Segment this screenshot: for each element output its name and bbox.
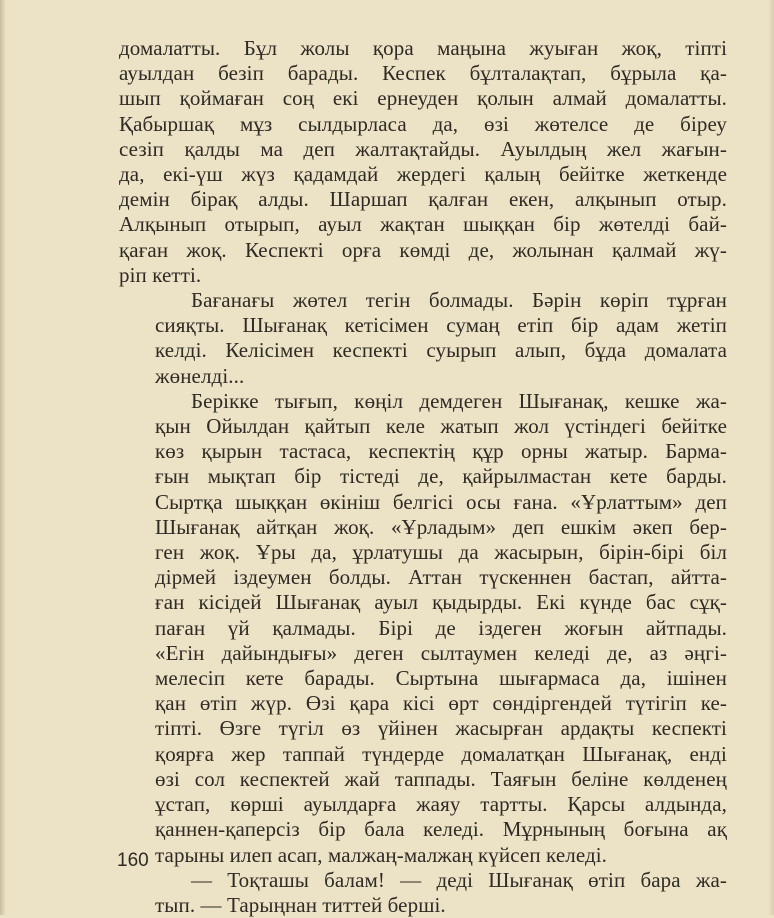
text-line: сезіп қалды ма деп жалтақтайды. Ауылдың жел жағын- — [119, 136, 727, 161]
paragraph — [119, 868, 727, 918]
paragraph — [119, 389, 727, 868]
text-line: ген жоқ. Ұры да, ұрлатушы да жасырын, бірін-бірі біл — [155, 540, 727, 565]
text-line: сияқты. Шығанақ кетісімен сумаң етіп бір адам жетіп — [155, 313, 727, 338]
text-line: домалатты. Бұл жолы қора маңына жуыған жоқ, тіпті — [119, 36, 727, 60]
page-body — [119, 36, 727, 918]
text-line: қаннен-қаперсіз бір бала келеді. Мұрнының боғына ақ — [155, 817, 727, 842]
text-line: жөнелді... — [155, 363, 245, 388]
text-line: мелесіп кете барады. Сыртына шығармаса да, ішінен — [155, 666, 727, 691]
text-line: қын Ойылдан қайтып келе жатып жол үстіндегі бейітке — [155, 414, 727, 439]
text-line: қоярға жер таппай түндерде домалатқан Шығанақ, енді — [155, 741, 727, 766]
text-line: тып. — Тарыңнан титтей берші. — [155, 892, 446, 917]
text-line: ріп кетті. — [119, 262, 202, 287]
page-number: 160 — [117, 850, 149, 871]
text-line: тіпті. Өзге түгіл өз үйінен жасырған ардақты кеспекті — [155, 716, 727, 741]
text-line: демін бірақ алды. Шаршап қалған екен, алқынып отыр. — [119, 187, 727, 212]
text-line: Алқынып отырып, ауыл жақтан шыққан бір жөтелді бай- — [119, 212, 727, 237]
text-line: дірмей іздеумен болды. Аттан түскеннен бастап, айтта- — [155, 565, 727, 590]
text-line: Бағанағы жөтел тегін болмады. Бәрін көріп тұрған — [191, 288, 727, 313]
paragraph — [119, 36, 727, 288]
text-line: Берікке тығып, көңіл демдеген Шығанақ, кешке жа- — [191, 388, 727, 413]
text-line: ұстап, көрші ауылдарға жаяу тартты. Қарсы алдында, — [155, 792, 727, 817]
text-line: өзі сол кеспектей жай таппады. Таяғын беліне көлденең — [155, 766, 727, 791]
text-line: да, екі-үш жүз қадамдай жердегі қалың бейітке жеткенде — [119, 162, 727, 187]
text-line: «Егін дайындығы» деген сылтаумен келеді де, аз әңгі- — [155, 640, 727, 665]
text-line: қаған жоқ. Кеспекті орға көмді де, жолынан қалмай жү- — [119, 237, 727, 262]
page-left-edge — [0, 0, 6, 915]
text-line: көз қырын тастаса, кеспектің құр орны жатыр. Бармa- — [155, 439, 727, 464]
text-line: келді. Келісімен кеспекті суырып алып, бұда домалата — [155, 338, 727, 363]
text-line: ған кісідей Шығанақ ауыл қыдырды. Екі күнде бас сұқ- — [155, 590, 727, 615]
text-line: Шығанақ айтқан жоқ. «Ұрладым» деп ешкім әкеп бер- — [155, 514, 727, 539]
text-line: тарыны илеп асап, малжаң-малжаң күйсеп келеді. — [155, 842, 608, 867]
page-right-edge — [768, 0, 774, 915]
text-line: паған үй қалмады. Бірі де іздеген жоғын айтпады. — [155, 615, 727, 640]
text-line: қан өтіп жүр. Өзі қара кісі өрт сөндіргендей түтігіп ке- — [155, 691, 727, 716]
paragraph — [119, 288, 727, 389]
text-line: Қабыршақ мұз сылдырласа да, өзі жөтелсе де біреу — [119, 111, 727, 136]
text-line: ауылдан безіп барады. Кеспек бұлталақтап, бұрыла қа- — [119, 61, 727, 86]
text-line: ғын мықтап бір тістеді де, қайрылмастан кете барды. — [155, 464, 727, 489]
text-line: Сыртқа шыққан өкініш белгісі осы ғана. «Ұрлаттым» деп — [155, 489, 727, 514]
text-line: шып қоймаған соң екі ернеуден қолын алмай домалатты. — [119, 86, 727, 111]
text-line: — Тоқташы балам! — деді Шығанақ өтіп бара жа- — [191, 867, 727, 892]
